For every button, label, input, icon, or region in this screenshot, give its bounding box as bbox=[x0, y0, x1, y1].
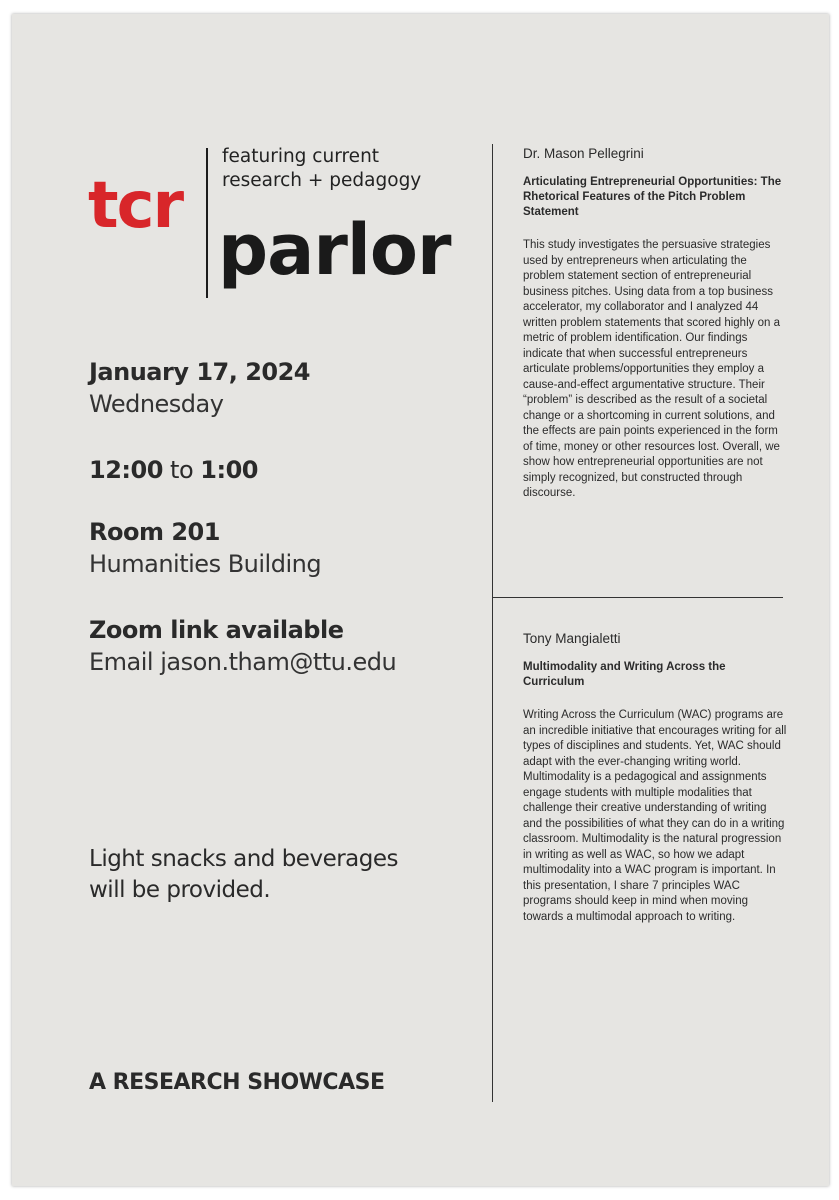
event-weekday: Wednesday bbox=[89, 390, 224, 418]
tagline-line-2: research + pedagogy bbox=[222, 170, 422, 191]
snacks-note bbox=[89, 844, 398, 906]
snacks-line-1: Light snacks and beverages bbox=[89, 846, 398, 872]
tagline-line-1: featuring current bbox=[222, 146, 380, 167]
talk-divider bbox=[492, 597, 783, 598]
zoom-block bbox=[89, 614, 396, 678]
talk-2-presenter: Tony Mangialetti bbox=[523, 631, 621, 646]
logo-tagline bbox=[222, 145, 421, 193]
snacks-line-2: will be provided. bbox=[89, 877, 271, 903]
zoom-heading: Zoom link available bbox=[89, 616, 344, 644]
zoom-contact: Email jason.tham@ttu.edu bbox=[89, 648, 397, 676]
talk-2 bbox=[523, 630, 788, 925]
showcase-footer: A RESEARCH SHOWCASE bbox=[89, 1070, 385, 1095]
talk-2-abstract: Writing Across the Curriculum (WAC) programs are an incredible initiative that encourages writing for all types of disciplines and students. Yet, WAC should adapt with the ever-changing writing world. Multimodality is a pedagogical and assignments engage students with multiple modalities that challenge their creative understanding of writing and the possibilities of what they can do in a writing classroom. Multimodality is the natural progression in writing as well as WAC, so how we adapt multimodality into a WAC program is important. In this presentation, I share 7 principles WAC programs should keep in mind when moving towards a multimodal approach to writing. bbox=[523, 709, 787, 923]
event-time bbox=[89, 454, 258, 486]
parlor-logo: parlor bbox=[218, 209, 451, 291]
event-location-block bbox=[89, 516, 321, 580]
event-building: Humanities Building bbox=[89, 550, 322, 578]
event-room: Room 201 bbox=[89, 518, 220, 546]
talk-1 bbox=[523, 145, 788, 502]
time-start: 12:00 bbox=[89, 456, 163, 484]
time-connector: to bbox=[170, 456, 194, 484]
tcr-logo: tcr bbox=[88, 169, 183, 243]
event-date-block bbox=[89, 356, 310, 420]
column-divider bbox=[492, 144, 493, 1102]
event-date: January 17, 2024 bbox=[89, 358, 310, 386]
flyer-page bbox=[12, 14, 829, 1186]
logo-divider bbox=[206, 148, 208, 298]
talk-2-title: Multimodality and Writing Across the Curriculum bbox=[523, 661, 726, 688]
talk-1-presenter: Dr. Mason Pellegrini bbox=[523, 146, 644, 161]
time-end: 1:00 bbox=[200, 456, 258, 484]
talk-1-title: Articulating Entrepreneurial Opportunities: The Rhetorical Features of the Pitch Problem Statement bbox=[523, 176, 782, 218]
talk-1-abstract: This study investigates the persuasive strategies used by entrepreneurs when articulating the problem statement section of entrepreneurial business pitches. Using data from a top business accelerator, my collaborator and I analyzed 44 written problem statements that scored highly on a metric of problem identification. Our findings indicate that when successful entrepreneurs articulate problems/opportunities they employ a cause-and-effect argumentative structure. Their “problem” is described as the result of a societal change or a shortcoming in current solutions, and the effects are pain points experienced in the form of time, money or other resources lost. Overall, we show how entrepreneurial opportunities are not simply recognized, but constructed through discourse. bbox=[523, 239, 780, 499]
